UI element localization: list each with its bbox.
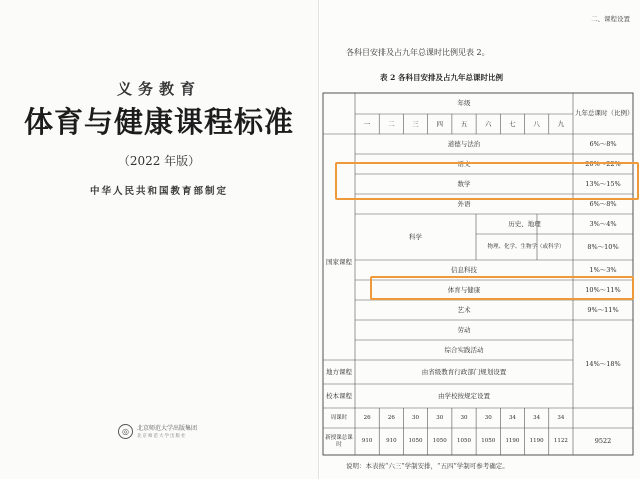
total-cell: 1050 [456, 438, 471, 445]
row-moral-ratio: 6%～8% [589, 139, 617, 148]
grade-cell: 九 [557, 119, 565, 128]
row-foreign-ratio: 6%～8% [589, 199, 617, 208]
weekly-cell: 34 [557, 414, 565, 421]
total-cell: 1190 [529, 438, 544, 445]
weekly-cell: 34 [508, 414, 516, 421]
highlight-box-chinese-math [335, 162, 639, 200]
row-school: 由学校按规定设置 [438, 391, 490, 400]
weekly-cell: 30 [412, 414, 420, 421]
row-pe: 体育与健康 [447, 285, 481, 294]
cover-edition: （2022 年版） [117, 154, 201, 168]
row-moral: 道德与法治 [447, 139, 481, 148]
cover-title: 体育与健康课程标准 [23, 105, 294, 139]
shared-ratio: 14%～18% [585, 359, 621, 368]
grade-cell: 一 [363, 119, 371, 128]
weekly-cell: 26 [387, 414, 395, 421]
total-cell: 1050 [432, 438, 447, 445]
grade-cell: 六 [484, 119, 492, 128]
row-science: 科学 [409, 232, 422, 241]
total-cell: 1050 [481, 438, 496, 445]
grade-cell: 二 [388, 119, 395, 128]
group-national: 国家课程 [326, 257, 352, 266]
table-caption: 表 2 各科目安排及占九年总课时比例 [380, 73, 503, 82]
publisher-logo-icon: ◎ [118, 424, 133, 439]
row-science-upper: 物理、化学、生物学（或科学） [487, 243, 565, 250]
row-art-ratio: 9%～11% [587, 305, 619, 314]
row-chinese: 语文 [457, 159, 471, 168]
header-ratio: 九年总课时（比例） [575, 109, 634, 118]
cover-series: 义务教育 [116, 80, 201, 98]
row-art: 艺术 [457, 305, 471, 314]
row-chinese-ratio: 20%～22% [585, 159, 621, 168]
row-local: 由省级教育行政部门规划设置 [421, 367, 507, 376]
publisher-subname: 北京师范大学出版社 [137, 434, 187, 439]
grade-cell: 五 [460, 119, 468, 128]
total-sum: 9522 [594, 437, 612, 446]
total-label: 新授课总课时 [325, 434, 353, 448]
intro-text: 各科目安排及占九年总课时比例见表 2。 [346, 48, 490, 57]
row-history-ratio: 3%～4% [589, 219, 617, 228]
grade-cell: 七 [509, 119, 516, 128]
total-cell: 1190 [505, 438, 520, 445]
cover-issuer: 中华人民共和国教育部制定 [89, 186, 228, 197]
total-cell: 1122 [553, 438, 568, 445]
curriculum-table [320, 90, 640, 460]
total-cell: 1050 [408, 438, 423, 445]
grade-cell: 三 [412, 119, 419, 128]
row-labor: 劳动 [457, 325, 471, 334]
weekly-cell: 30 [460, 414, 468, 421]
row-science-ratio: 8%～10% [587, 242, 619, 251]
highlight-box-pe [370, 276, 634, 300]
row-foreign: 外语 [457, 199, 471, 208]
weekly-cell: 30 [436, 414, 444, 421]
weekly-label: 周课时 [330, 414, 348, 421]
total-cell: 910 [361, 438, 373, 445]
table-note: 说明：本表按“六三”学制安排，“五四”学制可参考确定。 [346, 462, 509, 470]
group-local: 地方课程 [326, 367, 352, 376]
row-history: 历史、地理 [508, 219, 541, 228]
row-math: 数学 [457, 179, 471, 188]
weekly-cell: 30 [484, 414, 492, 421]
row-practice: 综合实践活动 [444, 345, 484, 354]
cover-page [0, 0, 319, 479]
row-math-ratio: 13%～15% [585, 179, 621, 188]
grade-cell: 八 [533, 119, 540, 128]
grade-cell: 四 [436, 119, 444, 128]
total-cell: 910 [386, 438, 397, 445]
row-pe-ratio: 10%～11% [585, 285, 621, 294]
group-school: 校本课程 [326, 391, 352, 400]
weekly-cell: 26 [363, 414, 371, 421]
row-it: 信息科技 [451, 265, 477, 274]
running-head: 二、课程设置 [591, 15, 630, 23]
row-it-ratio: 1%～3% [589, 265, 617, 274]
weekly-cell: 34 [533, 414, 541, 421]
publisher-name: 北京师范大学出版集团 [137, 425, 198, 432]
header-grade: 年级 [457, 99, 471, 108]
